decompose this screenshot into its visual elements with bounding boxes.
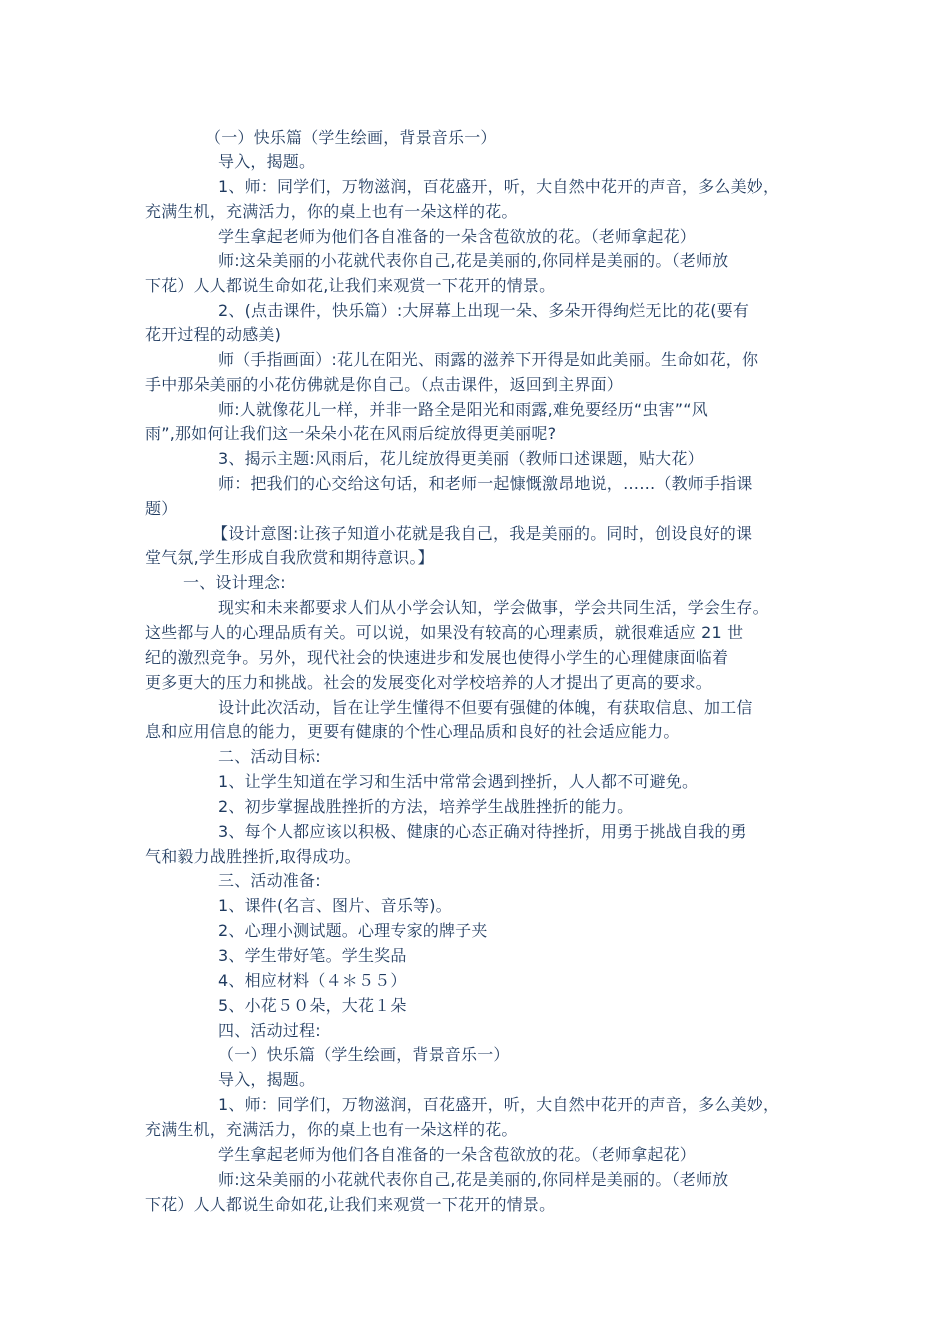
- text-line: 息和应用信息的能力，更要有健康的个性心理品质和良好的社会适应能力。: [145, 722, 680, 741]
- text-line: 题）: [145, 499, 178, 518]
- text-line: 3、学生带好笔。学生奖品: [218, 946, 407, 965]
- text-line: 更多更大的压力和挑战。社会的发展变化对学校培养的人才提出了更高的要求。: [145, 673, 713, 692]
- text-line: 2、(点击课件，快乐篇）:大屏幕上出现一朵、多朵开得绚烂无比的花(要有: [218, 301, 750, 320]
- text-line: 导入，揭题。: [218, 1070, 316, 1089]
- text-line: 1、师：同学们，万物滋润，百花盛开，听，大自然中花开的声音，多么美妙，: [218, 177, 780, 196]
- text-line: 纪的激烈竞争。另外，现代社会的快速进步和发展也使得小学生的心理健康面临着: [145, 648, 729, 667]
- text-line: 4、相应材料（４＊５５）: [218, 971, 407, 990]
- text-line: 二、活动目标:: [218, 747, 321, 766]
- text-line: 【设计意图:让孩子知道小花就是我自己，我是美丽的。同时，创设良好的课: [212, 524, 753, 543]
- text-line: 1、课件(名言、图片、音乐等)。: [218, 896, 452, 915]
- text-line: 手中那朵美丽的小花仿佛就是你自己。（点击课件，返回到主界面）: [145, 375, 624, 394]
- text-line: 师：把我们的心交给这句话，和老师一起慷慨激昂地说，……（教师手指课: [218, 474, 753, 493]
- text-line: 花开过程的动感美): [145, 325, 282, 344]
- text-line: 师:人就像花儿一样，并非一路全是阳光和雨露,难免要经历“虫害”“风: [218, 400, 708, 419]
- text-line: 堂气氛,学生形成自我欣赏和期待意识。】: [145, 548, 434, 567]
- text-line: 1、师：同学们，万物滋润，百花盛开，听，大自然中花开的声音，多么美妙，: [218, 1095, 780, 1114]
- text-line: 设计此次活动，旨在让学生懂得不但要有强健的体魄，有获取信息、加工信: [218, 698, 753, 717]
- text-line: 三、活动准备:: [218, 871, 321, 890]
- text-line: 学生拿起老师为他们各自准备的一朵含苞欲放的花。（老师拿起花）: [218, 1145, 697, 1164]
- text-line: 气和毅力战胜挫折,取得成功。: [145, 847, 361, 866]
- text-line: 现实和未来都要求人们从小学会认知，学会做事，学会共同生活，学会生存。: [218, 598, 769, 617]
- text-line: 充满生机，充满活力，你的桌上也有一朵这样的花。: [145, 202, 518, 221]
- text-line: 下花）人人都说生命如花,让我们来观赏一下花开的情景。: [145, 276, 556, 295]
- text-line: 一、设计理念:: [183, 573, 286, 592]
- text-line: 雨”,那如何让我们这一朵朵小花在风雨后绽放得更美丽呢?: [145, 424, 557, 443]
- text-line: 下花）人人都说生命如花,让我们来观赏一下花开的情景。: [145, 1195, 556, 1214]
- text-line: （一）快乐篇（学生绘画，背景音乐一）: [205, 128, 497, 147]
- text-line: 3、每个人都应该以积极、健康的心态正确对待挫折，用勇于挑战自我的勇: [218, 822, 747, 841]
- text-line: 四、活动过程:: [218, 1021, 321, 1040]
- text-line: 师（手指画面）:花儿在阳光、雨露的滋养下开得是如此美丽。生命如花，你: [218, 350, 759, 369]
- text-line: 学生拿起老师为他们各自准备的一朵含苞欲放的花。（老师拿起花）: [218, 227, 697, 246]
- text-line: 充满生机，充满活力，你的桌上也有一朵这样的花。: [145, 1120, 518, 1139]
- text-line: 这些都与人的心理品质有关。可以说，如果没有较高的心理素质，就很难适应 21 世: [145, 623, 744, 642]
- text-line: 5、小花５０朵，大花１朵: [218, 996, 407, 1015]
- text-line: 3、揭示主题:风雨后，花儿绽放得更美丽（教师口述课题，贴大花）: [218, 449, 704, 468]
- text-line: 1、让学生知道在学习和生活中常常会遇到挫折，人人都不可避免。: [218, 772, 699, 791]
- text-line: 2、心理小测试题。心理专家的牌子夹: [218, 921, 488, 940]
- text-line: 导入，揭题。: [218, 152, 316, 171]
- text-line: （一）快乐篇（学生绘画，背景音乐一）: [218, 1045, 510, 1064]
- text-line: 师:这朵美丽的小花就代表你自己,花是美丽的,你同样是美丽的。（老师放: [218, 251, 729, 270]
- text-line: 师:这朵美丽的小花就代表你自己,花是美丽的,你同样是美丽的。（老师放: [218, 1170, 729, 1189]
- text-line: 2、初步掌握战胜挫折的方法，培养学生战胜挫折的能力。: [218, 797, 634, 816]
